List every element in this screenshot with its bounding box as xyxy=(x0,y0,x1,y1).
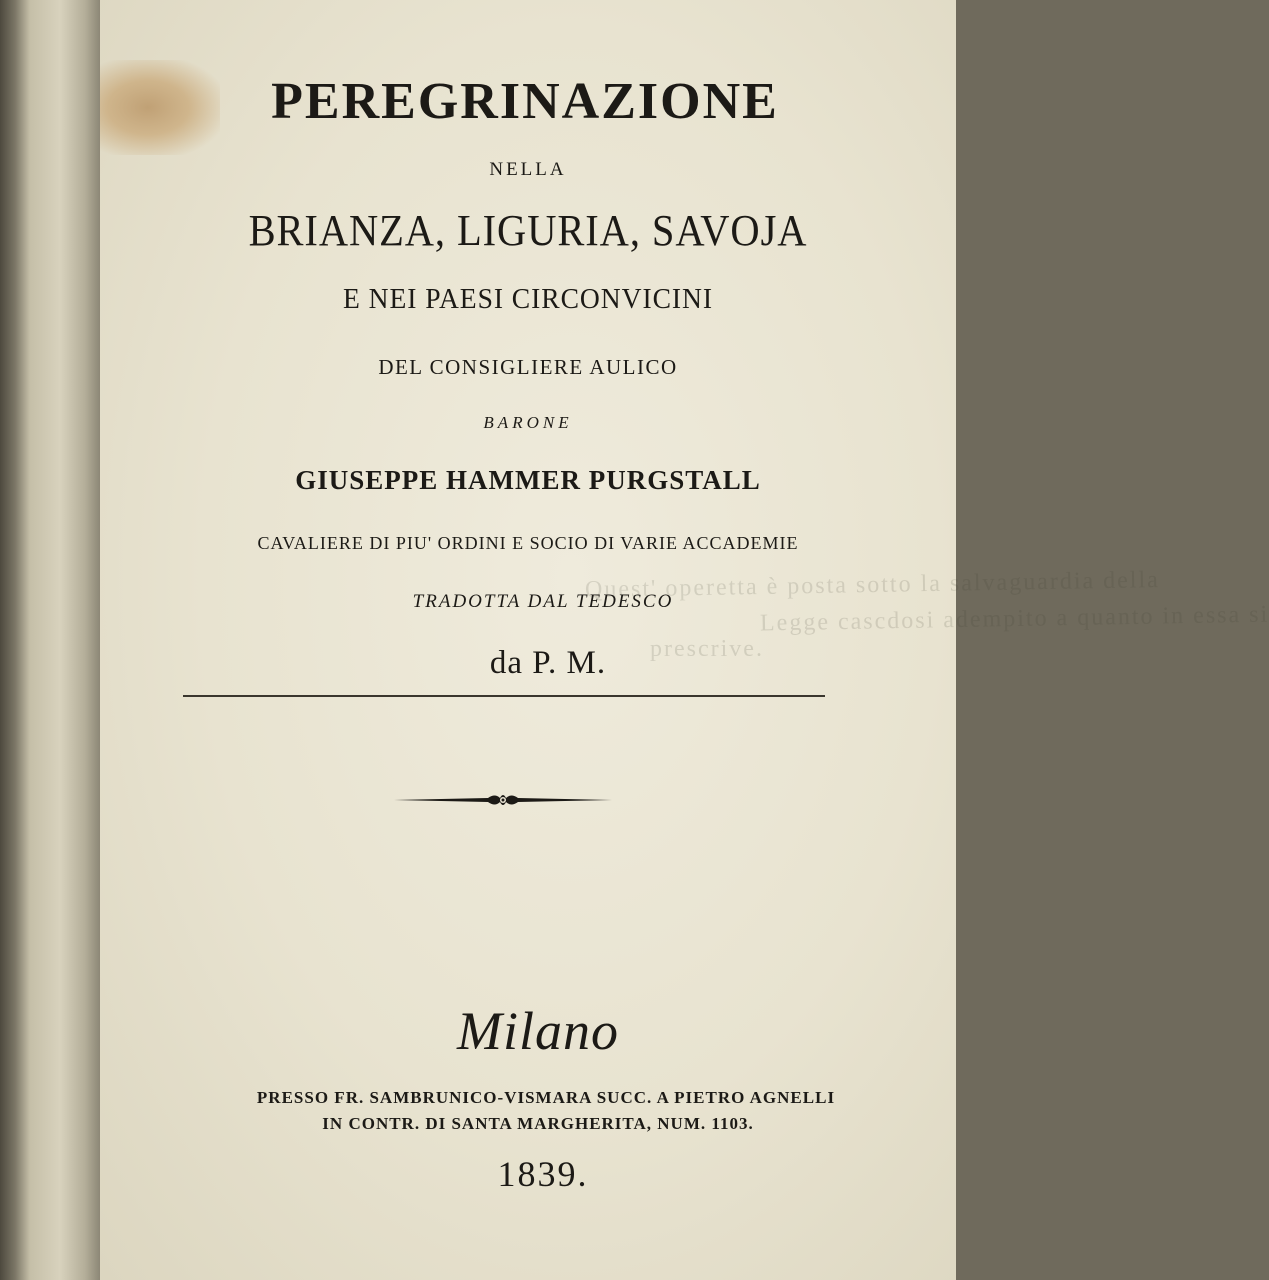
title-places: BRIANZA, LIGURIA, SAVOJA xyxy=(248,206,808,255)
publication-place: Milano xyxy=(457,1001,619,1061)
publication-year: 1839. xyxy=(497,1154,589,1194)
horizontal-rule xyxy=(183,695,825,697)
printer-line-1: PRESSO FR. SAMBRUNICO-VISMARA SUCC. A PIETRO AGNELLI xyxy=(256,1088,836,1107)
translation-note: TRADOTTA DAL TEDESCO xyxy=(412,591,674,612)
author-honors: CAVALIERE DI PIU' ORDINI E SOCIO DI VARIE ACCADEMIE xyxy=(257,533,799,553)
ornament-icon xyxy=(392,789,614,811)
printer-line-2: IN CONTR. DI SANTA MARGHERITA, NUM. 1103. xyxy=(322,1114,754,1133)
show-through-line: Legge cascdosi adempito a quanto in essa si xyxy=(759,601,1269,637)
author-name: GIUSEPPE HAMMER PURGSTALL xyxy=(295,465,761,495)
book-title: PEREGRINAZIONE xyxy=(271,73,779,130)
show-through-line: Quest' operetta è posta sotto la salvaguardia della xyxy=(584,566,1161,604)
title-places-continued: E NEI PAESI CIRCONVICINI xyxy=(343,283,713,315)
author-prefix: DEL CONSIGLIERE AULICO xyxy=(378,355,678,379)
adjacent-page-edge xyxy=(0,0,100,1280)
show-through-line: prescrive. xyxy=(650,636,764,662)
author-rank: BARONE xyxy=(483,413,573,432)
translator: da P. M. xyxy=(489,645,607,681)
title-connector: NELLA xyxy=(489,159,567,180)
